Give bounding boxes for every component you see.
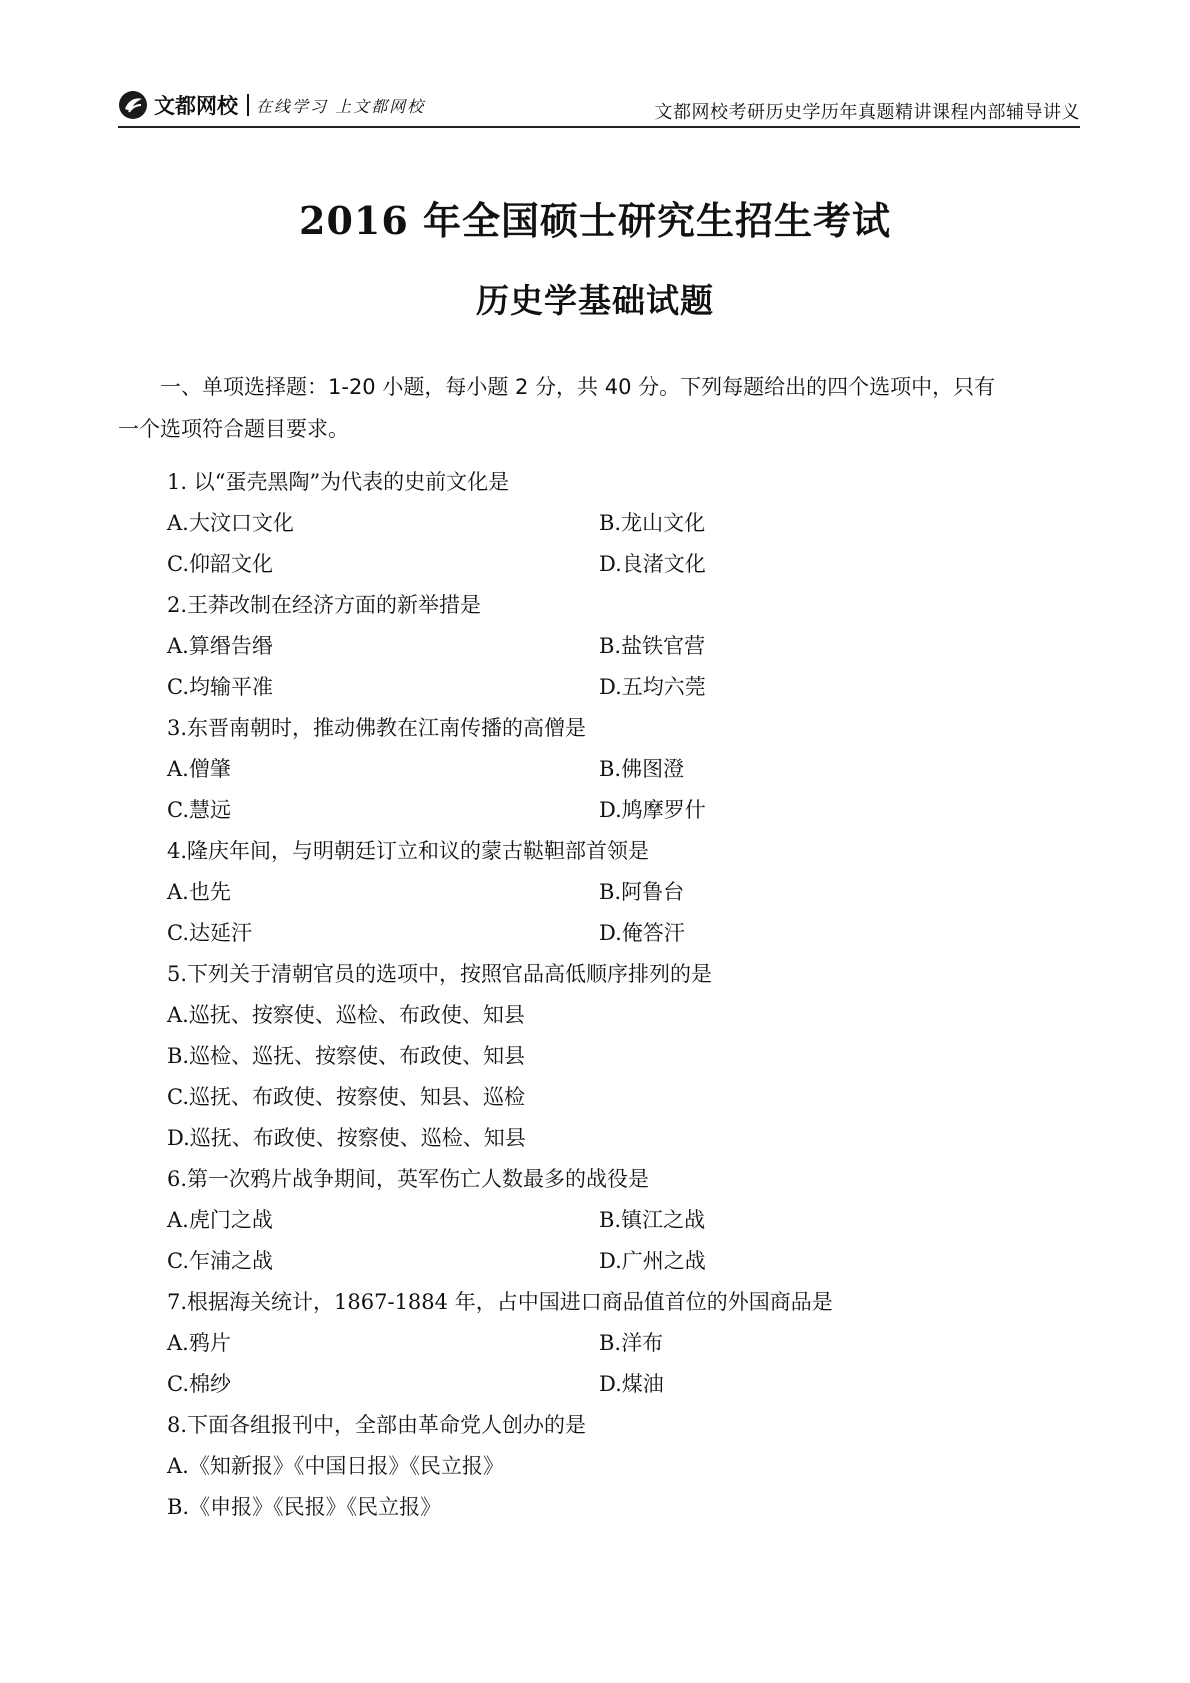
page-header xyxy=(118,86,1080,128)
option-d: D.煤油 xyxy=(599,1372,664,1396)
question-stem: 1. 以“蛋壳黑陶”为代表的史前文化是 xyxy=(167,470,510,494)
option-row xyxy=(167,1364,1067,1405)
option-row xyxy=(167,667,1067,708)
option-b: B.盐铁官营 xyxy=(599,634,706,658)
option-c: C.乍浦之战 xyxy=(167,1249,273,1273)
option-c: C.慧远 xyxy=(167,798,231,822)
option-row xyxy=(167,544,1067,585)
question-list xyxy=(167,462,1067,1528)
option-a: A.僧肇 xyxy=(167,757,231,781)
logo-name: 文都网校 xyxy=(154,94,238,118)
option-d: D.巡抚、布政使、按察使、巡检、知县 xyxy=(167,1126,526,1150)
exam-title: 2016 年全国硕士研究生招生考试 xyxy=(299,198,891,243)
question-stem: 5.下列关于清朝官员的选项中，按照官品高低顺序排列的是 xyxy=(167,962,713,986)
option-row xyxy=(167,1241,1067,1282)
option-a: A.也先 xyxy=(167,880,231,904)
question-stem: 8.下面各组报刊中，全部由革命党人创办的是 xyxy=(167,1413,587,1437)
option-a: A.大汶口文化 xyxy=(167,511,294,535)
option-row xyxy=(167,872,1067,913)
option-row xyxy=(167,503,1067,544)
section-intro-continued: 一个选项符合题目要求。 xyxy=(118,417,349,441)
option-c: C.棉纱 xyxy=(167,1372,231,1396)
question-stem: 7.根据海关统计，1867-1884 年，占中国进口商品值首位的外国商品是 xyxy=(167,1290,833,1314)
option-c: C.达延汗 xyxy=(167,921,252,945)
option-row xyxy=(167,1200,1067,1241)
option-row xyxy=(167,626,1067,667)
option-c: C.均输平准 xyxy=(167,675,273,699)
option-a: A.算缗告缗 xyxy=(167,634,273,658)
option-c: C.仰韶文化 xyxy=(167,552,273,576)
option-d: D.五均六莞 xyxy=(599,675,706,699)
option-b: B.巡检、巡抚、按察使、布政使、知县 xyxy=(167,1044,526,1068)
section-intro: 一、单项选择题：1-20 小题，每小题 2 分，共 40 分。下列每题给出的四个选项中，只有 xyxy=(160,375,996,399)
option-a: A.鸦片 xyxy=(167,1331,231,1355)
option-row xyxy=(167,790,1067,831)
option-c: C.巡抚、布政使、按察使、知县、巡检 xyxy=(167,1085,525,1109)
option-row xyxy=(167,749,1067,790)
option-row xyxy=(167,913,1067,954)
option-b: B.《申报》《民报》《民立报》 xyxy=(167,1495,442,1519)
question-stem: 3.东晋南朝时，推动佛教在江南传播的高僧是 xyxy=(167,716,587,740)
question-stem: 6.第一次鸦片战争期间，英军伤亡人数最多的战役是 xyxy=(167,1167,650,1191)
option-a: A.《知新报》《中国日报》《民立报》 xyxy=(167,1454,504,1478)
question-stem: 2.王莽改制在经济方面的新举措是 xyxy=(167,593,482,617)
option-b: B.龙山文化 xyxy=(599,511,706,535)
logo-icon xyxy=(118,90,148,120)
header-course-title: 文都网校考研历史学历年真题精讲课程内部辅导讲义 xyxy=(654,102,1080,123)
option-row xyxy=(167,1323,1067,1364)
option-a: A.巡抚、按察使、巡检、布政使、知县 xyxy=(167,1003,525,1027)
option-d: D.俺答汗 xyxy=(599,921,685,945)
option-b: B.镇江之战 xyxy=(599,1208,706,1232)
option-b: B.阿鲁台 xyxy=(599,880,685,904)
option-a: A.虎门之战 xyxy=(167,1208,273,1232)
section-instructions xyxy=(118,366,1080,450)
option-b: B.佛图澄 xyxy=(599,757,685,781)
question-stem: 4.隆庆年间，与明朝廷订立和议的蒙古鞑靼部首领是 xyxy=(167,839,650,863)
option-d: D.良渚文化 xyxy=(599,552,706,576)
option-d: D.鸠摩罗什 xyxy=(599,798,706,822)
exam-subtitle: 历史学基础试题 xyxy=(476,281,714,320)
option-b: B.洋布 xyxy=(599,1331,664,1355)
brand-logo xyxy=(118,90,425,120)
logo-slogan: 在线学习 上文都网校 xyxy=(256,96,426,116)
logo-divider xyxy=(247,94,249,116)
option-d: D.广州之战 xyxy=(599,1249,706,1273)
